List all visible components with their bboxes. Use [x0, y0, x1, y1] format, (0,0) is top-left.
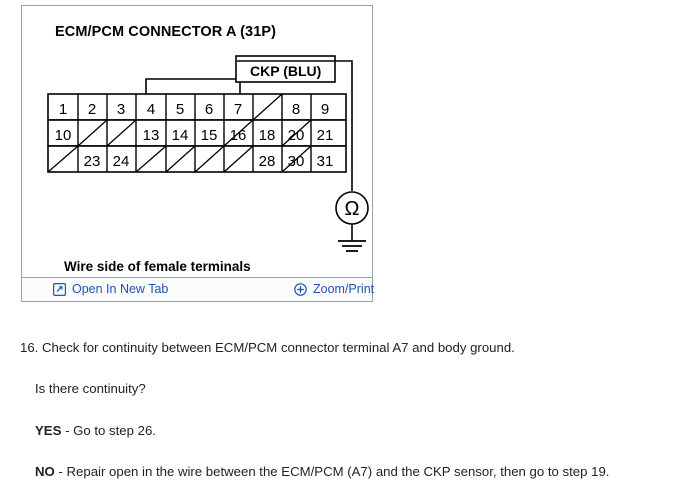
step-text: Check for continuity between ECM/PCM connector terminal A7 and body ground.	[42, 340, 515, 355]
answer-yes-text: - Go to step 26.	[65, 423, 156, 438]
open-in-new-tab-icon	[53, 283, 66, 296]
svg-text:31: 31	[316, 153, 334, 170]
svg-text:4: 4	[146, 101, 156, 118]
step-number: 16.	[20, 340, 39, 355]
svg-text:1: 1	[58, 101, 68, 118]
ohmmeter-symbol: Ω	[344, 198, 360, 220]
svg-text:10: 10	[54, 127, 72, 144]
answer-yes	[35, 423, 156, 439]
figure-image	[22, 6, 372, 278]
open-in-new-tab-label: Open In New Tab	[72, 282, 169, 296]
svg-text:14: 14	[171, 127, 189, 144]
connector-diagram	[22, 6, 374, 278]
step-question: Is there continuity?	[35, 381, 146, 396]
figure-panel	[21, 5, 373, 302]
zoom-print-label: Zoom/Print	[313, 282, 375, 296]
svg-text:28: 28	[258, 153, 276, 170]
open-in-new-tab-button[interactable]	[53, 281, 168, 298]
step-instruction	[20, 340, 515, 356]
figure-action-bar	[22, 277, 375, 301]
answer-no-text: - Repair open in the wire between the ECM/PCM (A7) and the CKP sensor, then go to step 19.	[58, 464, 610, 479]
ckp-callout-label: CKP (BLU)	[250, 63, 322, 79]
answer-no-label: NO	[35, 464, 55, 479]
answer-yes-label: YES	[35, 423, 62, 438]
svg-text:2: 2	[87, 101, 97, 118]
svg-text:20: 20	[287, 127, 305, 144]
svg-text:6: 6	[204, 101, 214, 118]
svg-text:16: 16	[229, 127, 247, 144]
figure-caption: Wire side of female terminals	[64, 259, 251, 274]
zoom-print-button[interactable]	[294, 281, 374, 298]
svg-text:30: 30	[287, 153, 305, 170]
svg-text:8: 8	[291, 101, 301, 118]
svg-text:24: 24	[112, 153, 130, 170]
svg-text:21: 21	[316, 127, 334, 144]
svg-text:23: 23	[83, 153, 101, 170]
figure-title: ECM/PCM CONNECTOR A (31P)	[55, 24, 277, 40]
svg-text:18: 18	[258, 127, 276, 144]
svg-text:7: 7	[233, 101, 243, 118]
svg-text:9: 9	[320, 101, 330, 118]
answer-no	[35, 464, 609, 480]
svg-text:5: 5	[175, 101, 185, 118]
zoom-plus-icon	[294, 283, 307, 296]
svg-text:15: 15	[200, 127, 218, 144]
svg-text:3: 3	[116, 101, 126, 118]
svg-text:13: 13	[142, 127, 160, 144]
